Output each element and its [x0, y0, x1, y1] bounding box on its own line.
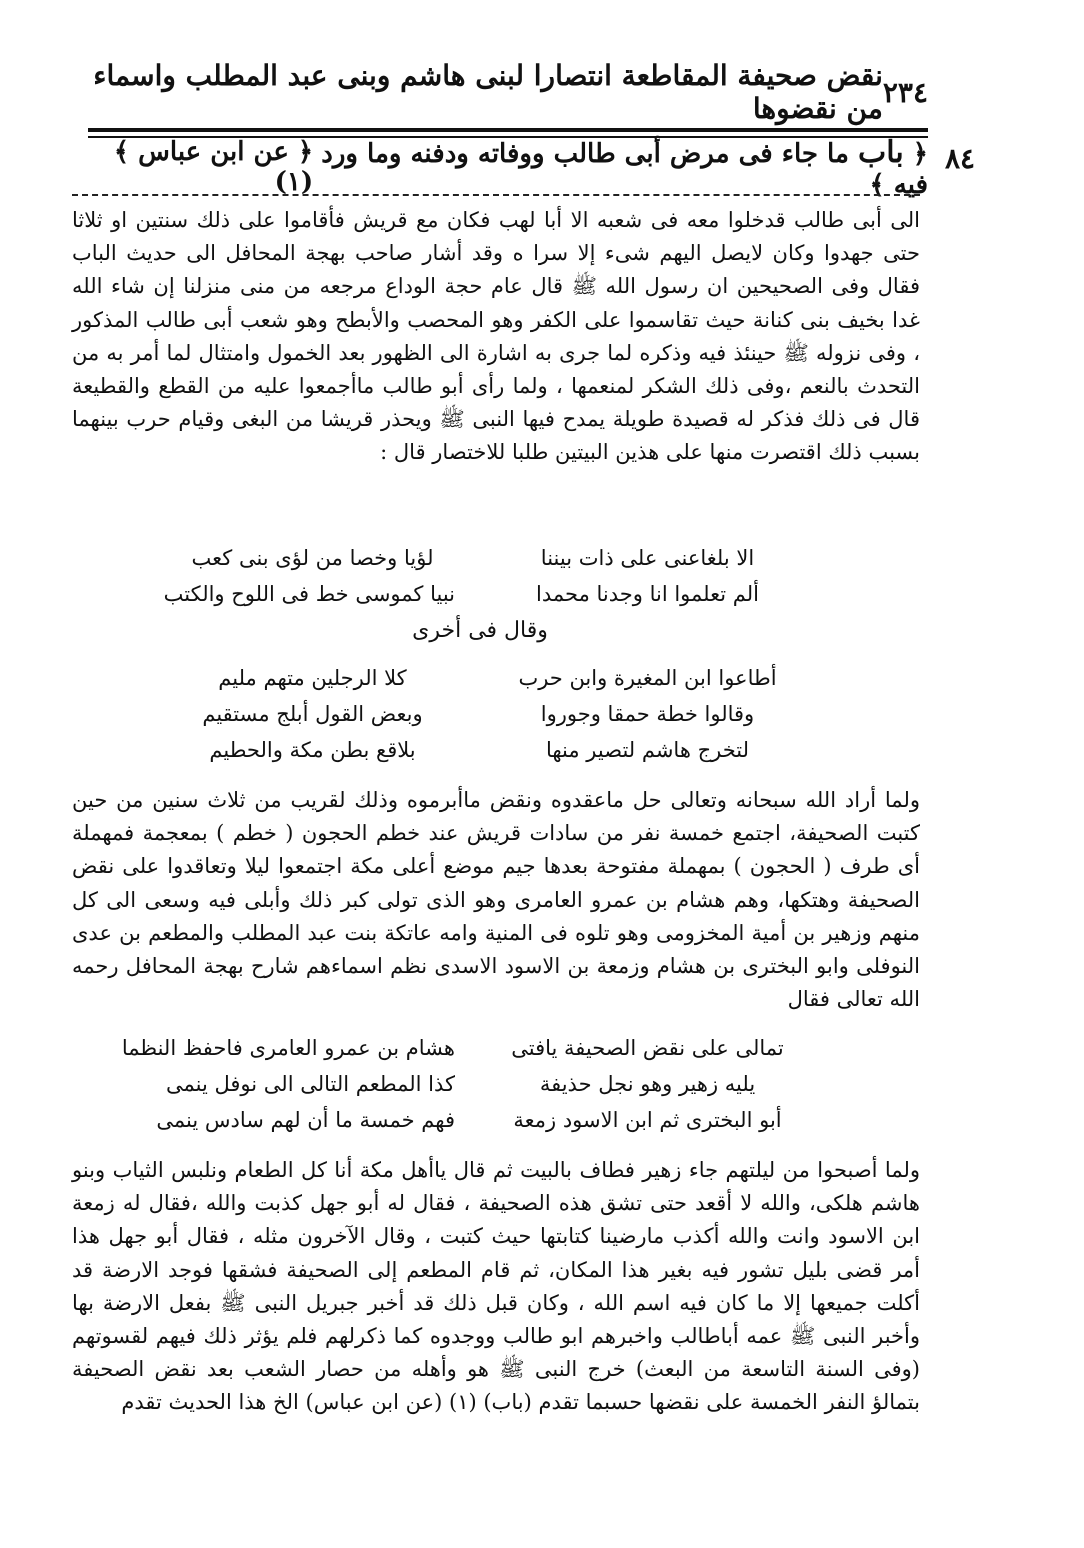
chapter-heading	[88, 134, 928, 200]
chapter-narrator-group: ﴿ عن ابن عباس ﴾ (١)	[113, 137, 314, 197]
verse-second-hemistich: وبعض القول أبلج مستقيم	[202, 702, 423, 726]
verse-second-hemistich: لؤيا وخصا من لؤى بنى كعب	[191, 546, 434, 570]
verse-first-hemistich: أطاعوا ابن المغيرة وابن حرب	[518, 666, 777, 690]
page-number: ٢٣٤	[882, 75, 928, 109]
verse-block-2	[170, 660, 790, 768]
verse-block-3	[121, 1030, 790, 1138]
verse-line	[170, 540, 790, 576]
verse-first-hemistich: يليه زهير وهو نجل حذيفة	[539, 1072, 756, 1096]
verse-second-hemistich: بلاقع بطن مكة والحطيم	[209, 738, 416, 762]
verse-line	[165, 1066, 790, 1102]
verse-line	[121, 1030, 790, 1066]
verse-first-hemistich: أبو البخترى ثم ابن الاسود زمعة	[513, 1108, 782, 1132]
verse-line	[156, 1102, 790, 1138]
heading-divider	[72, 194, 920, 197]
verse-line	[170, 660, 790, 696]
paragraph-2: ولما أراد الله سبحانه وتعالى حل ماعقدوه ونقض ماأبرموه وذلك لقريب من ثلاث سنين من حين كتبت الصحيفة، اجتمع خمسة نفر من سادات قريش عند خطم الحجون ( خطم ) بمعجمة فمهملة أى طرف ( الحجون ) بمهملة مفتوحة بعدها جيم موضع أعلى مكة اجتمعوا ليلا وتعاقدوا على نقض الصحيفة وهتكها، وهم هشام بن عمرو العامرى وهو الذى تولى كبر ذلك وأبلى فيه وسعى الى كل منهم وزهير بن أمية المخزومى وهو تلوه فى المنية وامه عاتكة بنت عبد المطلب والمطعم بن عدى النوفلى وابو البخترى بن هشام وزمعة بن الاسود الاسدى نظم اسماءهم شارح بهجة المحافل رحمه الله تعالى فقال	[72, 788, 920, 1012]
verse-first-hemistich: تمالى على نقض الصحيفة يافتى	[511, 1036, 784, 1060]
chapter-title-group: ﴿ باب ما جاء فى مرض أبى طالب ووفاته ودفنه وما ورد فيه ﴾	[321, 134, 928, 200]
verse-first-hemistich: وقالوا خطة حمقا وجوروا	[540, 702, 755, 726]
verse-block-1	[163, 540, 790, 612]
verse-line	[170, 696, 790, 732]
verse-caption: وقال فى أخرى	[412, 618, 548, 643]
running-header	[88, 59, 928, 125]
verse-second-hemistich: نبيا كموسى خط فى اللوح والكتب	[163, 582, 455, 606]
verse-line	[170, 732, 790, 768]
verse-first-hemistich: ألم تعلموا انا وجدنا محمدا	[536, 582, 759, 606]
verse-second-hemistich: فهم خمسة ما أن لهم سادس ينمى	[156, 1108, 455, 1132]
verse-first-hemistich: الا بلغاعنى على ذات بيننا	[540, 546, 755, 570]
chapter-title: ما جاء فى مرض أبى طالب ووفاته ودفنه وما ورد فيه	[321, 138, 928, 200]
verse-line	[163, 576, 790, 612]
running-title: نقض صحيفة المقاطعة انتصارا لبنى هاشم وبنى عبد المطلب واسماء من نقضوها	[93, 59, 883, 125]
bab-word: باب	[857, 134, 904, 170]
header-rule-thick	[88, 128, 928, 132]
chapter-narrator: عن ابن عباس	[138, 137, 289, 167]
verse-second-hemistich: كلا الرجلين متهم مليم	[218, 666, 407, 690]
paragraph-1: الى أبى طالب قدخلوا معه فى شعبه الا أبا لهب فكان مع قريش فأقاموا على ذلك سنتين او ثلاثا حتى جهدوا وكان لايصل اليهم شىء إلا سرا ه وقد أشار صاحب بهجة المحافل الى حديث الباب فقال وفى الصحيحين ان رسول الله ﷺ قال عام حجة الوداع مرجعه من منى منزلنا إن شاء الله غدا بخيف بنى كنانة حيث تقاسموا على الكفر وهو المحصب والأبطح وهو شعب أبى طالب المذكور ، وفى نزوله ﷺ حينئذ فيه وذكره لما جرى به اشارة الى الظهور بعد الخمول وامتثال لما أمر به من التحدث بالنعم ،وفى ذلك الشكر لمنعمها ، ولما رأى أبو طالب ماأجمعوا عليه من القطع والقطيعة قال فى ذلك فذكر له قصيدة طويلة يمدح فيها النبى ﷺ ويحذر قريشا من البغى وقيام حرب بينهما بسبب ذلك اقتصرت منها على هذين البيتين طلبا للاختصار قال :	[72, 208, 920, 465]
footnote-marker: (١)	[274, 167, 314, 197]
verse-first-hemistich: لتخرج هاشم لتصير منها	[545, 738, 750, 762]
paragraph-3: ولما أصبحوا من ليلتهم جاء زهير فطاف بالبيت ثم قال ياأهل مكة أنا كل الطعام ونلبس الثياب وبنو هاشم هلكى، والله لا أقعد حتى تشق هذه الصحيفة ، فقال له أبو جهل كذبت والله ،فقال له زمعة ابن الاسود وانت والله أكذب مارضينا كتابتها حيث كتبت ، وقال الآخرون مثله ، فقال أبو جهل هذا أمر قضى بليل تشور فيه بغير هذا المكان، ثم قام المطعم إلى الصحيفة فشقها فوجد الارضة قد أكلت جميعها إلا ما كان فيه اسم الله ، وكان قبل ذلك قد أخبر جبريل النبى ﷺ بفعل الارضة بها وأخبر النبى ﷺ عمه أباطالب واخبرهم ابو طالب ووجدوه كما ذكرلهم فلم يؤثر ذلك فيهم لقسوتهم (وفى السنة التاسعة من البعث) خرج النبى ﷺ هو وأهله من حصار الشعب بعد نقض الصحيفة بتمالؤ النفر الخمسة على نقضها حسبما تقدم (باب) (١) (عن ابن عباس) الخ هذا الحديث تقدم	[72, 1158, 920, 1415]
hadith-margin-number: ٨٤	[944, 142, 976, 175]
verse-second-hemistich: كذا المطعم التالى الى نوفل ينمى	[165, 1072, 455, 1096]
verse-second-hemistich: هشام بن عمرو العامرى فاحفظ النظما	[121, 1036, 455, 1060]
